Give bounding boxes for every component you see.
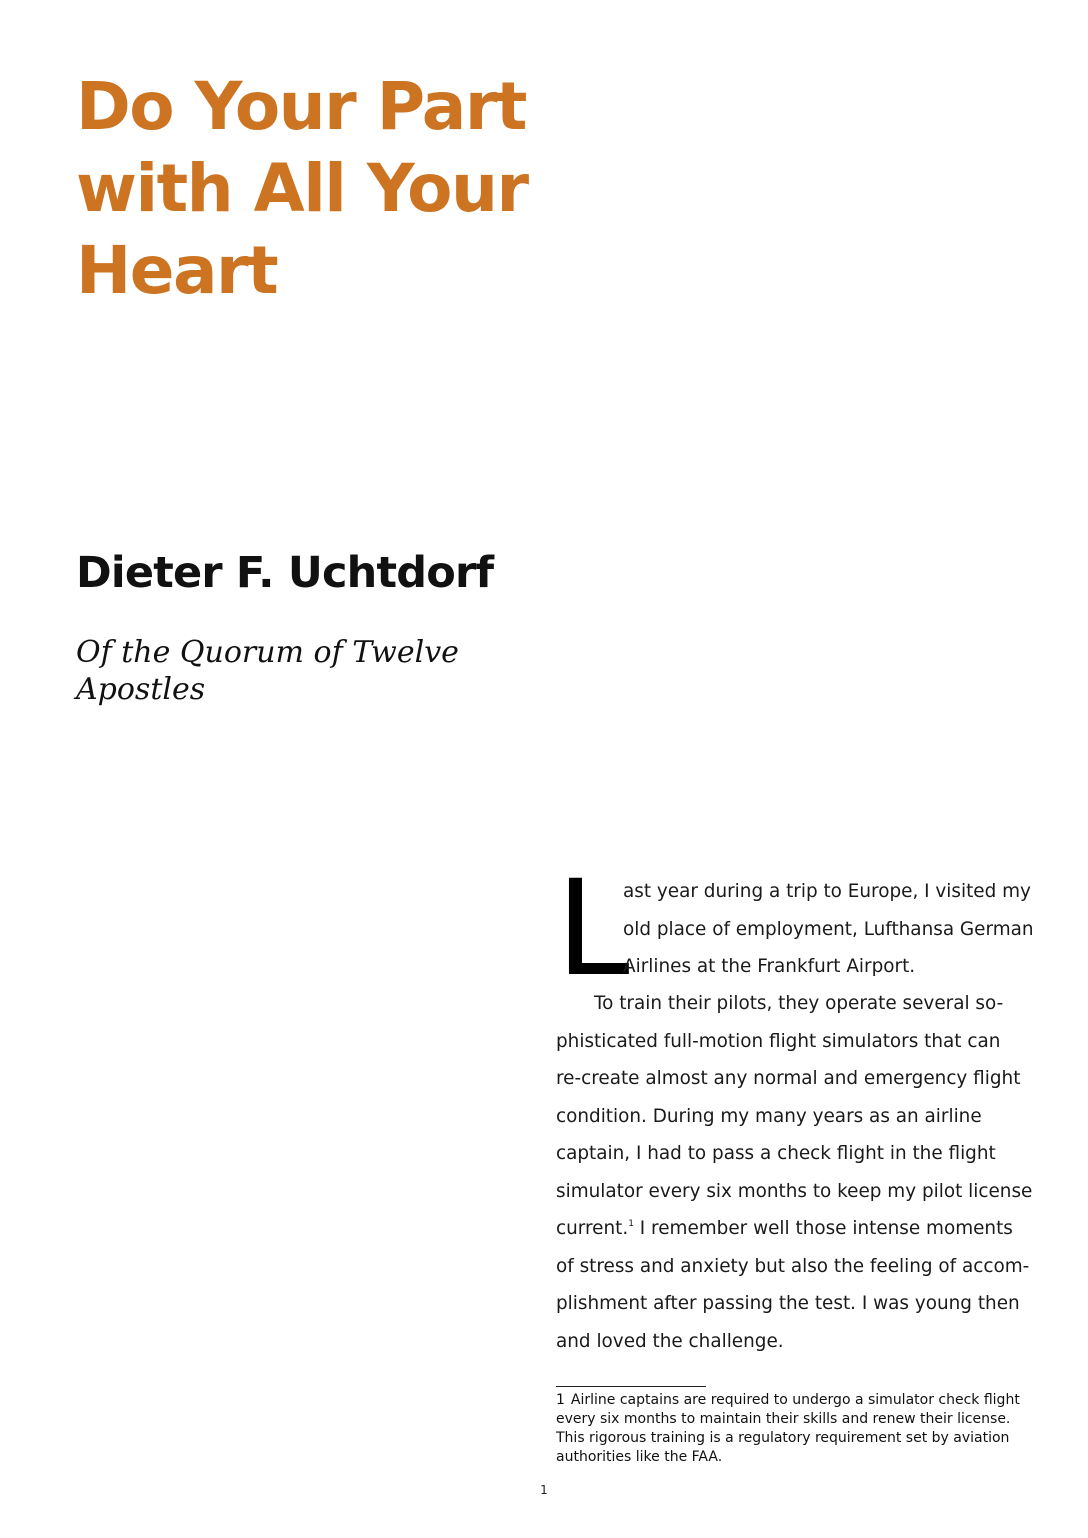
footnote-reference[interactable]: 1 [628,1219,634,1229]
affiliation-line: Of the Quorum of Twelve [76,635,459,670]
title-line: Do Your Part [76,68,526,145]
page-number: 1 [540,1483,548,1497]
footnote-text: Airline captains are required to undergo a simulator check flight [570,1392,1020,1408]
affiliation-line: Apostles [76,672,206,707]
title-line: with All Your [76,150,528,227]
text-line: condition. During my many years as an airline [556,1105,982,1127]
text-line: plishment after passing the test. I was young then [556,1293,1020,1314]
text-line: simulator every six months to keep my pilot license [556,1180,1033,1202]
footnote-line: every six months to maintain their skills and renew their license. [556,1411,1011,1427]
title-line: Heart [76,232,278,309]
footnote [556,1391,1026,1467]
body-text [556,852,1034,1360]
text-fragment: I remember well those intense moments [633,1218,1013,1239]
text-line: and loved the challenge. [556,1330,784,1352]
text-fragment: current. [556,1218,629,1239]
text-line: of stress and anxiety but also the feeling of accom- [556,1255,1030,1277]
drop-cap-lines [623,873,1034,986]
footnote-divider [556,1386,706,1387]
article-title [76,66,596,312]
text-line: old place of employment, Lufthansa German [623,918,1034,940]
text-line: re-create almost any normal and emergency flight [556,1068,1021,1089]
footnote-line [556,1391,1026,1410]
text-line: phisticated full-motion flight simulators that can [556,1030,1001,1052]
text-line: captain, I had to pass a check flight in the flight [556,1143,996,1164]
author-name: Dieter F. Uchtdorf [76,548,494,598]
text-line-with-footnote [556,1210,1026,1248]
author-affiliation [76,634,459,708]
footnote-number: 1 [556,1392,565,1408]
footnote-line: authorities like the FAA. [556,1449,723,1465]
text-line: To train their pilots, they operate several so- [594,993,1004,1014]
second-paragraph [556,985,1033,1360]
footnote-line: This rigorous training is a regulatory requirement set by aviation [556,1430,1010,1446]
drop-cap: L [556,852,630,1006]
text-line: Airlines at the Frankfurt Airport. [623,956,916,977]
text-line: ast year during a trip to Europe, I visited my [623,881,1031,902]
